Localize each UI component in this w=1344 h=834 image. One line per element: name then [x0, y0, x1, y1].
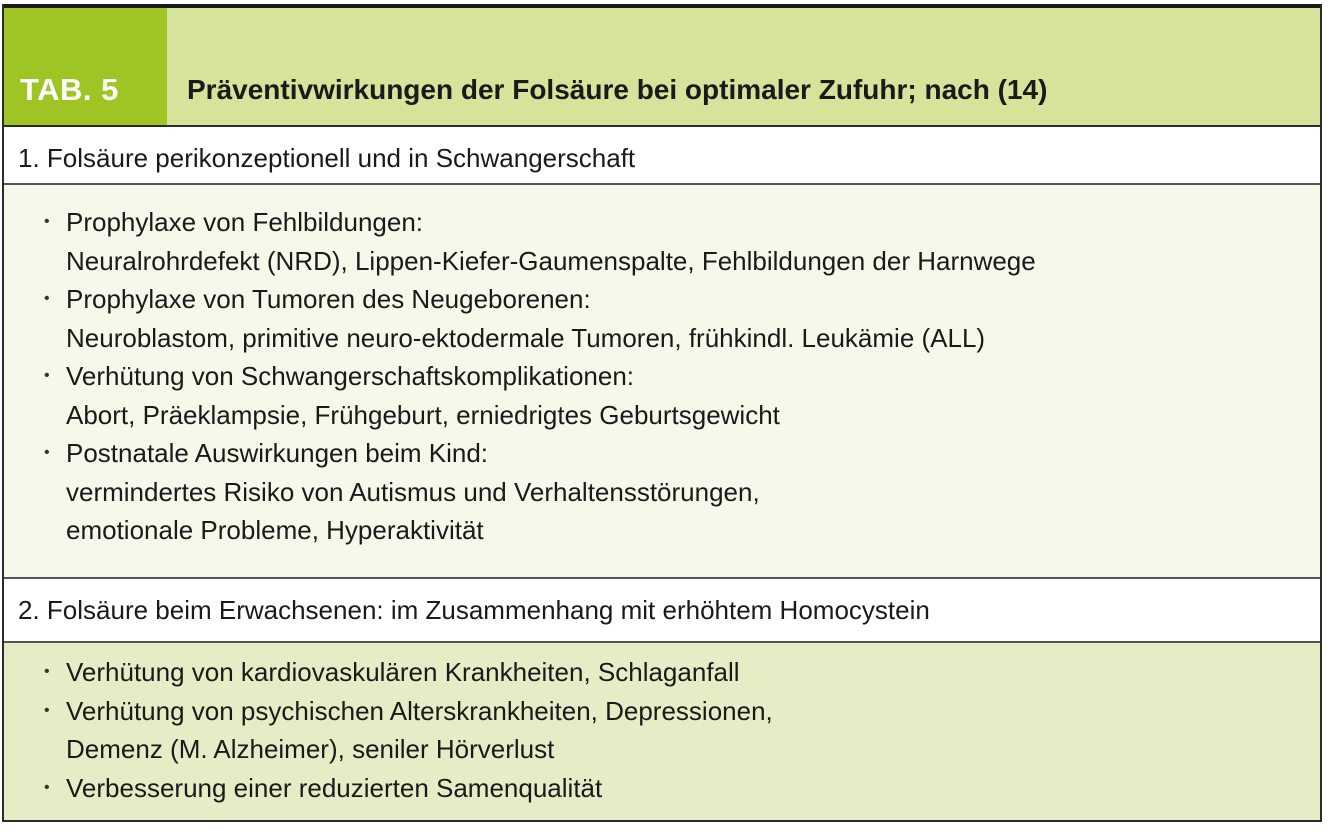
list-item	[4, 280, 1320, 357]
item-sub: emotionale Probleme, Hyperaktivität	[66, 515, 484, 545]
section-2-list	[4, 653, 1320, 807]
tab-badge	[4, 8, 167, 125]
tab-label: TAB. 5	[20, 72, 119, 107]
section-heading-2-text: 2. Folsäure beim Erwachsenen: im Zusammenhang mit erhöhtem Homocystein	[18, 595, 930, 625]
item-main: • Verhütung von psychischen Alterskrankheiten, Depressionen,	[66, 695, 773, 726]
item-sub: Neuralrohrdefekt (NRD), Lippen-Kiefer-Gaumenspalte, Fehlbildungen der Harnwege	[66, 245, 1036, 276]
item-main: • Verhütung von kardiovaskulären Krankheiten, Schlaganfall	[66, 657, 740, 687]
section-heading-2	[4, 579, 1320, 641]
list-item	[4, 653, 1320, 692]
list-item	[4, 357, 1320, 434]
list-item	[4, 692, 1320, 769]
table-header	[4, 8, 1320, 125]
list-item	[4, 203, 1320, 280]
item-sub: vermindertes Risiko von Autismus und Verhaltensstörungen,	[66, 476, 760, 507]
item-main: • Postnatale Auswirkungen beim Kind:	[66, 438, 489, 468]
item-main: • Verbesserung einer reduzierten Samenqualität	[66, 772, 603, 803]
table-title: Präventivwirkungen der Folsäure bei optimaler Zufuhr; nach (14)	[187, 74, 1048, 105]
section-1-list	[4, 203, 1320, 550]
section-body-1	[4, 185, 1320, 577]
item-sub: Demenz (M. Alzheimer), seniler Hörverlust	[66, 734, 555, 764]
list-item	[4, 769, 1320, 808]
item-main: • Verhütung von Schwangerschaftskomplikationen:	[66, 361, 635, 391]
section-body-2	[4, 643, 1320, 820]
section-heading-1	[4, 127, 1320, 183]
item-main: • Prophylaxe von Tumoren des Neugeborenen:	[66, 284, 591, 314]
item-main: • Prophylaxe von Fehlbildungen:	[66, 207, 424, 237]
item-sub: Neuroblastom, primitive neuro-ektodermale Tumoren, frühkindl. Leukämie (ALL)	[66, 322, 986, 353]
section-heading-1-text: 1. Folsäure perikonzeptionell und in Schwangerschaft	[18, 143, 636, 173]
item-sub: Abort, Präeklampsie, Frühgeburt, erniedrigtes Geburtsgewicht	[66, 399, 780, 430]
table-5	[2, 4, 1322, 822]
list-item	[4, 434, 1320, 550]
